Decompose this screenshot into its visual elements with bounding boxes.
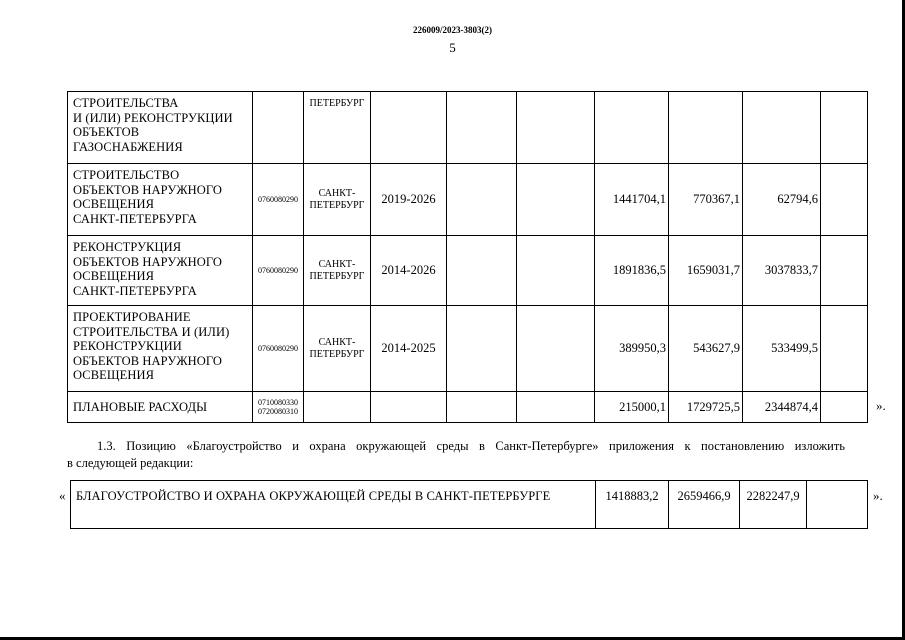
location: ПЕТЕРБУРГ [309, 98, 365, 109]
opening-quote: « [59, 488, 66, 503]
code-cell [253, 92, 304, 164]
location-cell [304, 306, 371, 392]
value: 543627,9 [693, 341, 740, 355]
budget-table [67, 91, 868, 423]
location: САНКТ- ПЕТЕРБУРГ [309, 187, 365, 211]
location-cell [304, 236, 371, 306]
period-cell [371, 92, 447, 164]
value: 2659466,9 [677, 489, 731, 503]
empty-cell [821, 92, 868, 164]
value: 1441704,1 [612, 192, 666, 206]
page-number: 5 [449, 40, 456, 55]
code-cell [253, 306, 304, 392]
value-cell [595, 92, 669, 164]
table-row [68, 236, 868, 306]
value: 770367,1 [693, 192, 740, 206]
empty-cell [517, 392, 595, 423]
empty-cell [447, 392, 517, 423]
value-cell [595, 392, 669, 423]
value-cell [595, 236, 669, 306]
value: 1891836,5 [612, 263, 666, 277]
empty-cell [821, 236, 868, 306]
closing-quote: ». [876, 398, 886, 413]
value: 215000,1 [619, 399, 666, 414]
object-name: ПЛАНОВЫЕ РАСХОДЫ [73, 399, 208, 414]
document-id: 226009/2023-3803(2) [413, 25, 492, 35]
budget-code: 0760080290 [258, 194, 298, 204]
value-cell [669, 92, 743, 164]
value-cell [743, 236, 821, 306]
amendment-paragraph [67, 438, 845, 472]
object-name-cell [68, 392, 253, 423]
location-cell [304, 164, 371, 236]
table-row [71, 481, 868, 529]
summary-table [70, 480, 868, 529]
table-row [68, 164, 868, 236]
period: 2019-2026 [381, 192, 436, 206]
value: 3037833,7 [764, 263, 818, 277]
empty-cell [447, 164, 517, 236]
value: 1729725,5 [686, 399, 740, 414]
object-name-cell [68, 164, 253, 236]
location: САНКТ- ПЕТЕРБУРГ [309, 336, 365, 360]
value: 389950,3 [619, 341, 666, 355]
table-row [68, 92, 868, 164]
object-name-cell [68, 306, 253, 392]
value-cell [743, 164, 821, 236]
paragraph-line-1: 1.3. Позицию «Благоустройство и охрана окружающей среды в Санкт-Петербурге» приложения к постановлению изложить [97, 439, 845, 453]
value-cell [669, 236, 743, 306]
budget-code: 0760080290 [258, 265, 298, 275]
empty-cell [821, 306, 868, 392]
value-cell [740, 481, 807, 529]
value: 1659031,7 [686, 263, 740, 277]
budget-code: 0710080330 0720080310 [258, 397, 298, 416]
period-cell [371, 306, 447, 392]
period: 2014-2026 [381, 263, 436, 277]
value-cell [669, 306, 743, 392]
value-cell [669, 392, 743, 423]
empty-cell [517, 306, 595, 392]
code-cell [253, 236, 304, 306]
empty-cell [447, 236, 517, 306]
value: 1418883,2 [605, 489, 659, 503]
period-cell [371, 236, 447, 306]
paragraph-line-2: в следующей редакции: [67, 456, 194, 470]
empty-cell [821, 392, 868, 423]
object-name: СТРОИТЕЛЬСТВО ОБЪЕКТОВ НАРУЖНОГО ОСВЕЩЕНИЯ САНКТ-ПЕТЕРБУРГА [73, 168, 223, 226]
value: 2282247,9 [746, 489, 800, 503]
value-cell [743, 92, 821, 164]
value: 62794,6 [777, 192, 818, 206]
empty-cell [821, 164, 868, 236]
period: 2014-2025 [381, 341, 436, 355]
value-cell [669, 164, 743, 236]
object-name-cell [68, 92, 253, 164]
value-cell [595, 306, 669, 392]
value-cell [595, 164, 669, 236]
empty-cell [517, 92, 595, 164]
code-cell [253, 164, 304, 236]
period-cell [371, 164, 447, 236]
location: САНКТ- ПЕТЕРБУРГ [309, 258, 365, 282]
empty-cell [447, 92, 517, 164]
value-cell [743, 306, 821, 392]
empty-cell [517, 164, 595, 236]
value-cell [669, 481, 740, 529]
empty-cell [447, 306, 517, 392]
location-cell [304, 92, 371, 164]
closing-quote: ». [873, 488, 883, 503]
summary-name-cell [71, 481, 596, 529]
object-name: ПРОЕКТИРОВАНИЕ СТРОИТЕЛЬСТВА И (ИЛИ) РЕКОНСТРУКЦИИ ОБЪЕКТОВ НАРУЖНОГО ОСВЕЩЕНИЯ [73, 310, 230, 382]
object-name: РЕКОНСТРУКЦИЯ ОБЪЕКТОВ НАРУЖНОГО ОСВЕЩЕНИЯ САНКТ-ПЕТЕРБУРГА [73, 240, 223, 298]
value: 533499,5 [771, 341, 818, 355]
empty-cell [807, 481, 868, 529]
value-cell [596, 481, 669, 529]
location-cell [304, 392, 371, 423]
empty-cell [517, 236, 595, 306]
object-name: СТРОИТЕЛЬСТВА И (ИЛИ) РЕКОНСТРУКЦИИ ОБЪЕКТОВ ГАЗОСНАБЖЕНИЯ [73, 96, 233, 154]
value-cell [743, 392, 821, 423]
code-cell [253, 392, 304, 423]
table-row [68, 306, 868, 392]
table-row [68, 392, 868, 423]
period-cell [371, 392, 447, 423]
budget-code: 0760080290 [258, 343, 298, 353]
summary-name: БЛАГОУСТРОЙСТВО И ОХРАНА ОКРУЖАЮЩЕЙ СРЕДЫ В САНКТ-ПЕТЕРБУРГЕ [76, 489, 551, 503]
object-name-cell [68, 236, 253, 306]
value: 2344874,4 [764, 399, 818, 414]
